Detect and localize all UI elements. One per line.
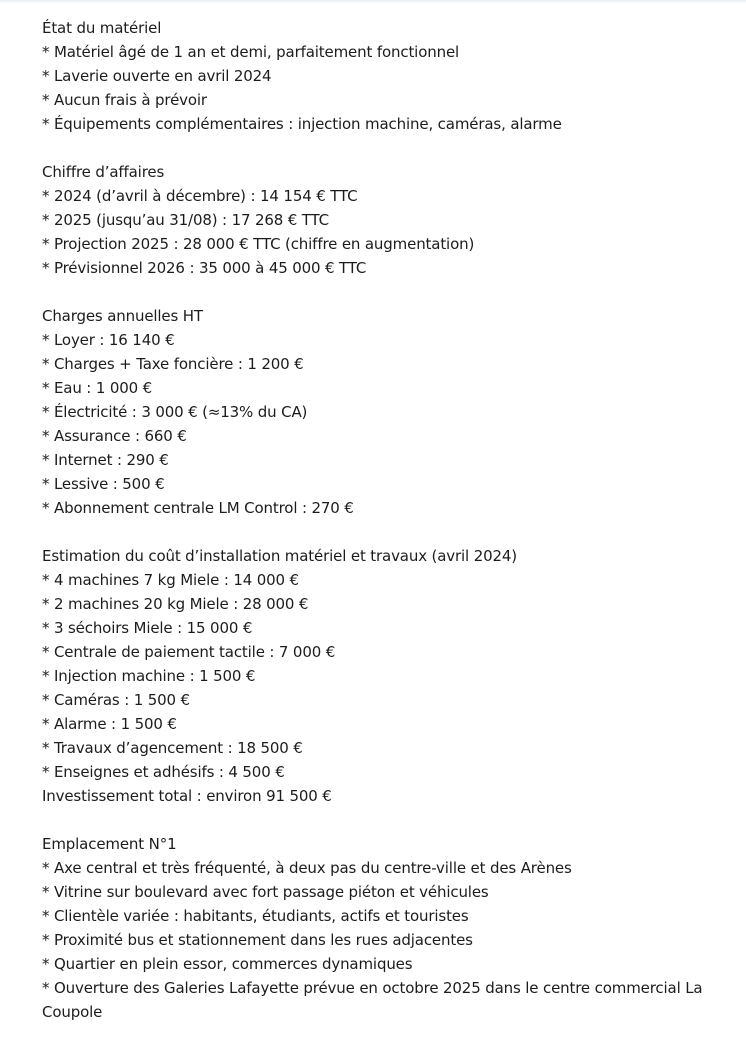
list-item: * Électricité : 3 000 € (≈13% du CA) <box>42 403 308 421</box>
list-item: * Matériel âgé de 1 an et demi, parfaitement fonctionnel <box>42 43 460 61</box>
list-item: * Eau : 1 000 € <box>42 379 153 397</box>
list-item: * Quartier en plein essor, commerces dynamiques <box>42 955 413 973</box>
list-item: * Vitrine sur boulevard avec fort passage piéton et véhicules <box>42 883 489 901</box>
list-item: * Alarme : 1 500 € <box>42 715 177 733</box>
list-item: * Projection 2025 : 28 000 € TTC (chiffre en augmentation) <box>42 235 475 253</box>
section-title: Emplacement N°1 <box>42 835 177 853</box>
list-item: * 3 séchoirs Miele : 15 000 € <box>42 619 253 637</box>
section-title: État du matériel <box>42 19 162 37</box>
section-title: Charges annuelles HT <box>42 307 203 325</box>
list-item: * Clientèle variée : habitants, étudiants, actifs et touristes <box>42 907 469 925</box>
top-shadow <box>0 0 746 4</box>
list-item: * Injection machine : 1 500 € <box>42 667 256 685</box>
list-item: * Abonnement centrale LM Control : 270 € <box>42 499 354 517</box>
list-item: * 2025 (jusqu’au 31/08) : 17 268 € TTC <box>42 211 330 229</box>
list-item: * 2024 (d’avril à décembre) : 14 154 € TTC <box>42 187 358 205</box>
list-item: * Ouverture des Galeries Lafayette prévue en octobre 2025 dans le centre commercial La Coupole <box>42 979 703 1021</box>
section-title: Chiffre d’affaires <box>42 163 165 181</box>
list-item: * Travaux d’agencement : 18 500 € <box>42 739 303 757</box>
list-item: * Enseignes et adhésifs : 4 500 € <box>42 763 285 781</box>
list-item: * Aucun frais à prévoir <box>42 91 207 109</box>
list-item: * 4 machines 7 kg Miele : 14 000 € <box>42 571 299 589</box>
section-title: Estimation du coût d’installation matériel et travaux (avril 2024) <box>42 547 517 565</box>
list-item: * Internet : 290 € <box>42 451 169 469</box>
list-item: * Équipements complémentaires : injection machine, caméras, alarme <box>42 115 562 133</box>
list-item: * Loyer : 16 140 € <box>42 331 175 349</box>
list-item: * Lessive : 500 € <box>42 475 165 493</box>
section-spacer <box>42 808 732 832</box>
list-item: * Centrale de paiement tactile : 7 000 € <box>42 643 336 661</box>
total-investment: Investissement total : environ 91 500 € <box>42 787 332 805</box>
list-item: * Laverie ouverte en avril 2024 <box>42 67 272 85</box>
section-spacer <box>42 520 732 544</box>
section-spacer <box>42 280 732 304</box>
list-item: * Caméras : 1 500 € <box>42 691 190 709</box>
section-spacer <box>42 136 732 160</box>
list-item: * Charges + Taxe foncière : 1 200 € <box>42 355 304 373</box>
list-item: * Axe central et très fréquenté, à deux pas du centre-ville et des Arènes <box>42 859 572 877</box>
list-item: * Assurance : 660 € <box>42 427 187 445</box>
document-body <box>42 16 732 1024</box>
list-item: * Proximité bus et stationnement dans les rues adjacentes <box>42 931 473 949</box>
list-item: * 2 machines 20 kg Miele : 28 000 € <box>42 595 309 613</box>
list-item: * Prévisionnel 2026 : 35 000 à 45 000 € TTC <box>42 259 367 277</box>
